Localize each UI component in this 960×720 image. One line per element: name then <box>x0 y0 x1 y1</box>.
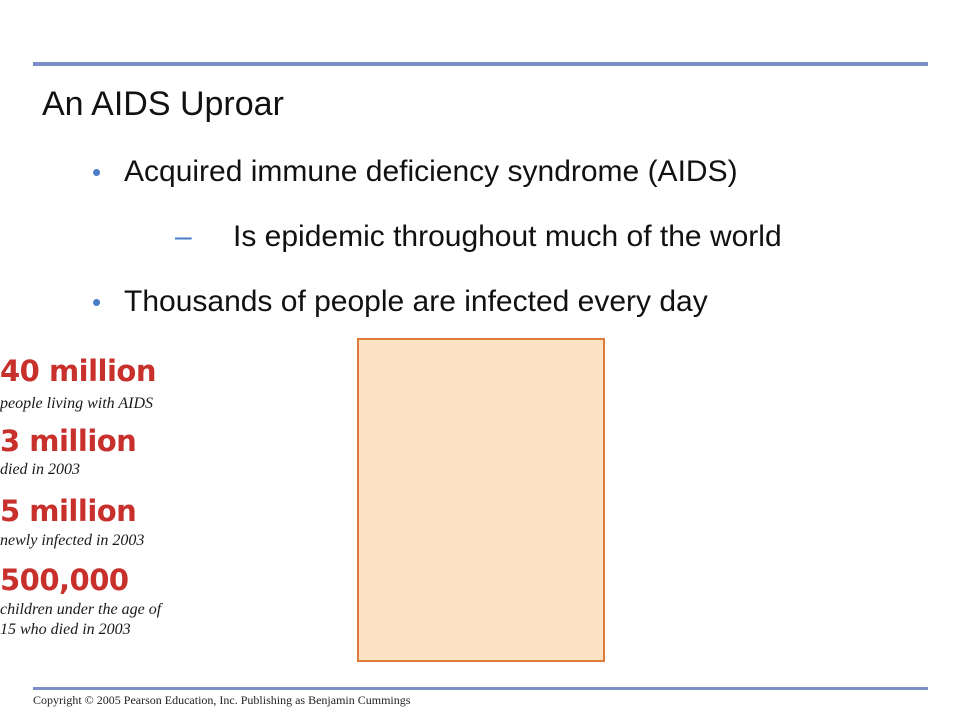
stat-value: 40 million <box>0 354 157 388</box>
stat-value: 5 million <box>0 494 137 528</box>
bullet-icon: • <box>92 157 102 187</box>
stat-description-line: children under the age of <box>0 601 162 618</box>
stat-value: 500,000 <box>0 563 129 597</box>
bullet-item <box>92 284 708 320</box>
bullet-icon: • <box>92 287 102 317</box>
sub-bullet-text: Is epidemic throughout much of the world <box>233 220 782 253</box>
stat-description: newly infected in 2003 <box>0 532 145 549</box>
bullet-item <box>92 154 738 190</box>
copyright-footer: Copyright © 2005 Pearson Education, Inc. Publishing as Benjamin Cummings <box>33 693 411 707</box>
dash-icon: – <box>175 220 192 253</box>
top-divider <box>33 62 928 66</box>
stat-description: died in 2003 <box>0 461 80 478</box>
bullet-text: Acquired immune deficiency syndrome (AIDS) <box>124 155 738 188</box>
stat-description <box>0 600 960 640</box>
sub-bullet-item <box>175 219 782 255</box>
slide-title: An AIDS Uproar <box>42 85 284 123</box>
stat-description: people living with AIDS <box>0 395 154 412</box>
bullet-text: Thousands of people are infected every day <box>124 285 708 318</box>
stat-value: 3 million <box>0 424 137 458</box>
bottom-divider <box>33 687 928 690</box>
stat-description-line: 15 who died in 2003 <box>0 621 131 638</box>
